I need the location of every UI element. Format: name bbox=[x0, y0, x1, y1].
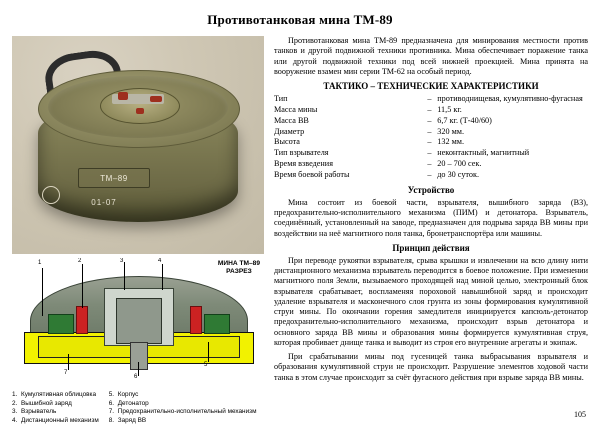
cutaway-propelling-charge-left bbox=[76, 306, 88, 334]
table-row bbox=[274, 105, 588, 116]
legend-item bbox=[109, 400, 257, 409]
legend-index: 5. bbox=[108, 391, 115, 398]
spec-value: неконтактный, магнитный bbox=[437, 148, 530, 158]
callout-number-1: 1 bbox=[38, 260, 42, 266]
intro-paragraph: Противотанковая мина ТМ-89 предназначена для минирования местности против танков и другой подвижной техники противника. Мина обеспечивает поражение танка или другой подвижной техники под всей нижней проекцией. Мина принята на вооружение взамен мин серии ТМ-62 на особый период. bbox=[274, 36, 588, 76]
fuze-marker bbox=[150, 96, 162, 102]
legend-item bbox=[109, 417, 257, 426]
callout-line-6 bbox=[138, 362, 139, 376]
cutaway-propelling-charge-right bbox=[190, 306, 202, 334]
cutaway-title-line2: РАЗРЕЗ bbox=[226, 267, 252, 275]
legend-index: 7. bbox=[108, 408, 115, 416]
legend-text: Заряд ВВ bbox=[117, 416, 147, 424]
callout-number-3: 3 bbox=[120, 258, 124, 264]
fuze-pin bbox=[136, 108, 144, 114]
legend-item bbox=[12, 417, 99, 426]
callout-number-7: 7 bbox=[64, 370, 68, 376]
legend-item bbox=[12, 408, 99, 417]
callout-number-2: 2 bbox=[78, 258, 82, 264]
spec-key: Масса ВВ bbox=[274, 115, 309, 125]
spec-key: Тип bbox=[274, 94, 288, 103]
legend-index: 1. bbox=[12, 391, 18, 398]
legend-text: Корпус bbox=[117, 391, 139, 398]
callout-line-3 bbox=[124, 262, 125, 290]
callout-number-5: 5 bbox=[204, 362, 208, 368]
legend-item bbox=[12, 400, 99, 409]
legend-index: 6. bbox=[108, 399, 115, 407]
principle-heading: Принцип действия bbox=[392, 242, 470, 253]
legend-column-left bbox=[12, 391, 99, 426]
callout-line-2 bbox=[82, 264, 83, 308]
legend-index: 2. bbox=[12, 399, 18, 407]
cutaway-legend bbox=[12, 391, 264, 426]
text-column bbox=[274, 36, 588, 426]
spec-value: до 30 суток. bbox=[437, 169, 480, 179]
illustration-column bbox=[12, 36, 264, 426]
spec-value: 320 мм. bbox=[437, 126, 465, 136]
spec-dash: – bbox=[427, 94, 432, 103]
table-row bbox=[274, 159, 588, 170]
spec-dash: – bbox=[427, 115, 432, 125]
marking-circle-icon bbox=[42, 186, 60, 204]
spec-key: Время боевой работы bbox=[274, 169, 350, 179]
spec-dash: – bbox=[427, 148, 432, 158]
table-row bbox=[274, 170, 588, 181]
device-heading: Устройство bbox=[407, 184, 455, 195]
legend-item bbox=[109, 391, 257, 400]
callout-line-1 bbox=[42, 268, 43, 316]
device-paragraph: Мина состоит из боевой части, взрывателя, вышибного заряда (ВЗ), предохранительно-исполнительного механизма (ПИМ) и детонатора. Взрыватель, соединённый, установленный на заводе, предназначен для подрыва заряда ВВ мины при воздействии на неё магнитного поля танка, бронетранспортёра или машины. bbox=[274, 197, 588, 238]
legend-column-right bbox=[109, 391, 257, 426]
spec-value: противоднищевая, кумулятивно-фугасная bbox=[437, 94, 583, 103]
cutaway-diagram bbox=[12, 258, 264, 388]
spec-dash: – bbox=[427, 137, 432, 147]
body-lot-label bbox=[64, 194, 144, 210]
callout-line-7 bbox=[68, 354, 69, 370]
two-column-layout bbox=[12, 36, 588, 426]
table-row bbox=[274, 137, 588, 148]
cutaway-liner-left bbox=[48, 314, 74, 334]
cutaway-detonator-stem bbox=[130, 342, 148, 370]
page-number: 105 bbox=[574, 410, 586, 419]
spec-value: 20 – 700 сек. bbox=[437, 159, 482, 169]
fuze-lever bbox=[118, 92, 128, 100]
body-stencil-text: ТМ–89 bbox=[100, 173, 128, 183]
spec-dash: – bbox=[427, 159, 432, 169]
cutaway-fuze-core bbox=[116, 298, 162, 344]
spec-key: Высота bbox=[274, 137, 300, 147]
spec-key: Время взведения bbox=[274, 159, 333, 169]
cutaway-title-line1: МИНА ТМ–89 bbox=[217, 260, 260, 267]
callout-line-5 bbox=[208, 342, 209, 362]
table-row bbox=[274, 116, 588, 127]
legend-item bbox=[109, 408, 257, 417]
body-stencil-plate bbox=[78, 168, 150, 188]
spec-value: 6,7 кг. (Т-40/60) bbox=[437, 115, 492, 125]
legend-index: 8. bbox=[108, 416, 115, 424]
callout-line-4 bbox=[162, 264, 163, 290]
principle-paragraph-2: При срабатывании мины под гусеницей танка выбрасывания взрывателя и образования кумулятивной струи не происходит. Разрушение элементов ходовой части танка в этом случае происходит за счёт фугасного действия при взрыве заряда ВВ мины. bbox=[274, 352, 588, 382]
spec-key: Масса мины bbox=[274, 104, 318, 114]
cutaway-liner-right bbox=[204, 314, 230, 334]
spec-value: 11,5 кг. bbox=[437, 104, 462, 114]
table-row bbox=[274, 148, 588, 159]
legend-text: Дистанционный механизм bbox=[21, 416, 99, 424]
legend-text: Кумулятивная облицовка bbox=[21, 391, 97, 398]
table-row bbox=[274, 127, 588, 138]
page-title: Противотанковая мина ТМ-89 bbox=[207, 12, 393, 27]
legend-index: 4. bbox=[12, 416, 18, 424]
spec-key: Диаметр bbox=[274, 126, 305, 136]
spec-dash: – bbox=[427, 169, 432, 179]
spec-key: Тип взрывателя bbox=[274, 148, 329, 158]
body-lot-text: 01-07 bbox=[91, 197, 117, 207]
table-row bbox=[274, 94, 588, 105]
specs-heading: ТАКТИКО – ТЕХНИЧЕСКИЕ ХАРАКТЕРИСТИКИ bbox=[323, 81, 539, 91]
legend-text: Детонатор bbox=[117, 399, 149, 407]
principle-paragraph-1: При переводе рукоятки взрывателя, срыва крышки и извлечении на всю длину нити дистанционного механизма взрыватель переводится в боевое положение. При изменении магнитного поля Земли, вызываемого проходящей над миной целью, электронный блок взрывателя срабатывает, воспламеняя пороховой навышибной заряд и происходит удаление взрывателя и масконечного слоя грунта из зоны формирования кумулятивной струи мины. По окончании горения замедлителя инициируется капсюль-детонатор предохранительно-исполнительного механизма, происходит взрыв детонатора и основного заряда ВВ мины и образования мины формируется кумулятивная струя, которая пробивает днище танка и выводит из строя его внутренние агрегаты и экипаж. bbox=[274, 255, 588, 347]
cutaway-title bbox=[218, 260, 260, 276]
spec-value: 132 мм. bbox=[437, 137, 465, 147]
legend-index: 3. bbox=[12, 408, 18, 416]
legend-text: Взрыватель bbox=[21, 408, 57, 416]
spec-dash: – bbox=[427, 126, 432, 136]
callout-number-4: 4 bbox=[158, 258, 162, 264]
legend-text: Предохранительно-исполнительный механизм bbox=[117, 408, 257, 416]
mine-photograph bbox=[12, 36, 264, 254]
specifications-table bbox=[274, 94, 588, 181]
legend-item bbox=[12, 391, 99, 400]
legend-text: Вышибной заряд bbox=[21, 399, 72, 407]
callout-number-6: 6 bbox=[134, 374, 138, 380]
spec-dash: – bbox=[427, 104, 432, 114]
